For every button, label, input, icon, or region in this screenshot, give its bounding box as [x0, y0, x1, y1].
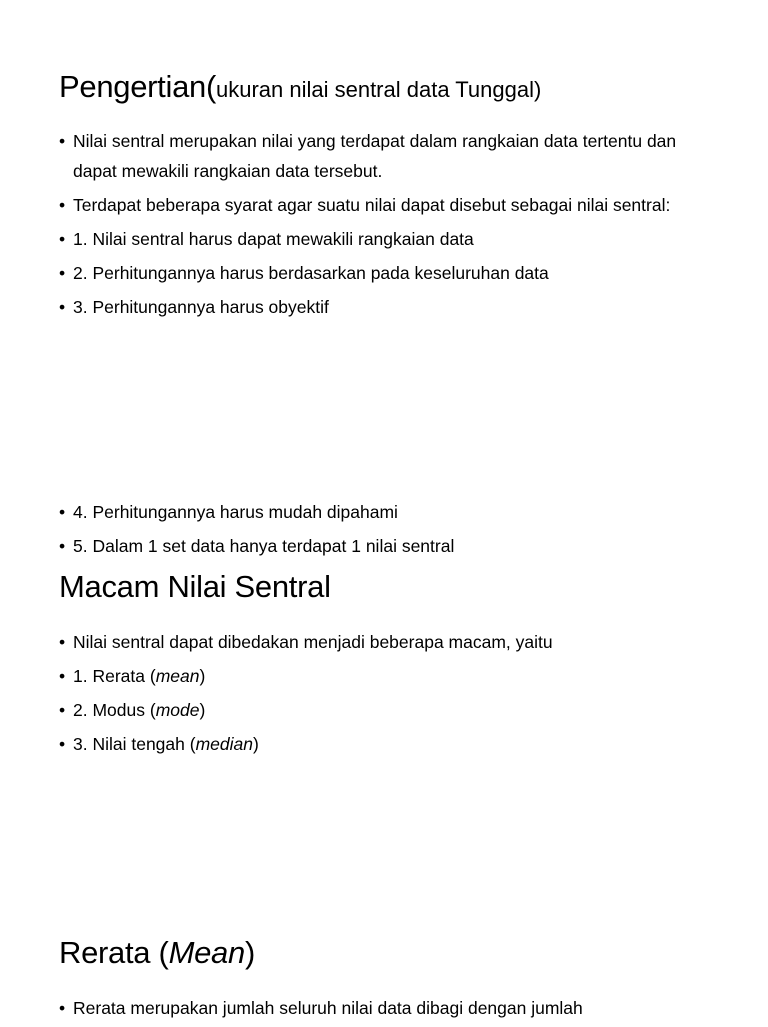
list-item — [59, 993, 699, 1023]
rerata-heading — [59, 935, 255, 971]
bullet-glyph: • — [59, 998, 66, 1018]
bullet-glyph: • — [59, 502, 66, 522]
list-item-text: Terdapat beberapa syarat agar suatu nilai dapat disebut sebagai nilai sentral: — [73, 195, 671, 215]
list-item-italic: mode — [155, 700, 200, 720]
bullet-glyph: • — [59, 229, 66, 249]
list-item-suffix: ) — [252, 734, 259, 754]
list-item-italic: median — [195, 734, 253, 754]
list-item — [59, 627, 699, 657]
bullet-glyph: • — [59, 734, 66, 754]
list-item-italic: mean — [155, 666, 200, 686]
list-item — [59, 190, 699, 220]
list-item-prefix: 2. Modus ( — [73, 700, 156, 720]
rerata-title-suffix: ) — [244, 935, 255, 970]
pengertian-title-sub: ukuran nilai sentral data Tunggal) — [215, 77, 542, 102]
list-item-text: Nilai sentral dapat dibedakan menjadi beberapa macam, yaitu — [73, 632, 553, 652]
list-item-suffix: ) — [199, 666, 206, 686]
macam-bullet-list — [59, 627, 699, 763]
list-item — [59, 531, 699, 561]
pengertian-title-main: Pengertian( — [59, 69, 216, 104]
list-item-text: 3. Perhitungannya harus obyektif — [73, 297, 329, 317]
bullet-glyph: • — [59, 297, 66, 317]
bullet-glyph: • — [59, 700, 66, 720]
list-item-prefix: 1. Rerata ( — [73, 666, 156, 686]
list-item-text: Nilai sentral merupakan nilai yang terdapat dalam rangkaian data tertentu dan dapat mewakili rangkaian data tersebut. — [73, 131, 677, 181]
list-item-text: 5. Dalam 1 set data hanya terdapat 1 nilai sentral — [73, 536, 455, 556]
bullet-glyph: • — [59, 131, 66, 151]
list-item — [59, 224, 699, 254]
list-item — [59, 126, 699, 186]
list-item-text: Rerata merupakan jumlah seluruh nilai data dibagi dengan jumlah — [73, 998, 583, 1018]
rerata-bullet-list — [59, 993, 699, 1027]
bullet-glyph: • — [59, 263, 66, 283]
list-item — [59, 729, 699, 759]
list-item — [59, 497, 699, 527]
rerata-title-italic: Mean — [168, 935, 245, 970]
macam-nilai-sentral-heading: Macam Nilai Sentral — [59, 569, 331, 604]
bullet-glyph: • — [59, 666, 66, 686]
pengertian-continued-bullet-list — [59, 497, 699, 565]
list-item-text: 4. Perhitungannya harus mudah dipahami — [73, 502, 398, 522]
list-item — [59, 258, 699, 288]
list-item-text: 2. Perhitungannya harus berdasarkan pada keseluruhan data — [73, 263, 549, 283]
list-item-suffix: ) — [199, 700, 206, 720]
rerata-title-prefix: Rerata ( — [59, 935, 169, 970]
list-item-text: 1. Nilai sentral harus dapat mewakili rangkaian data — [73, 229, 474, 249]
bullet-glyph: • — [59, 536, 66, 556]
list-item-prefix: 3. Nilai tengah ( — [73, 734, 196, 754]
pengertian-bullet-list — [59, 126, 699, 326]
pengertian-heading — [59, 69, 541, 108]
bullet-glyph: • — [59, 632, 66, 652]
list-item — [59, 695, 699, 725]
bullet-glyph: • — [59, 195, 66, 215]
list-item — [59, 661, 699, 691]
list-item — [59, 292, 699, 322]
